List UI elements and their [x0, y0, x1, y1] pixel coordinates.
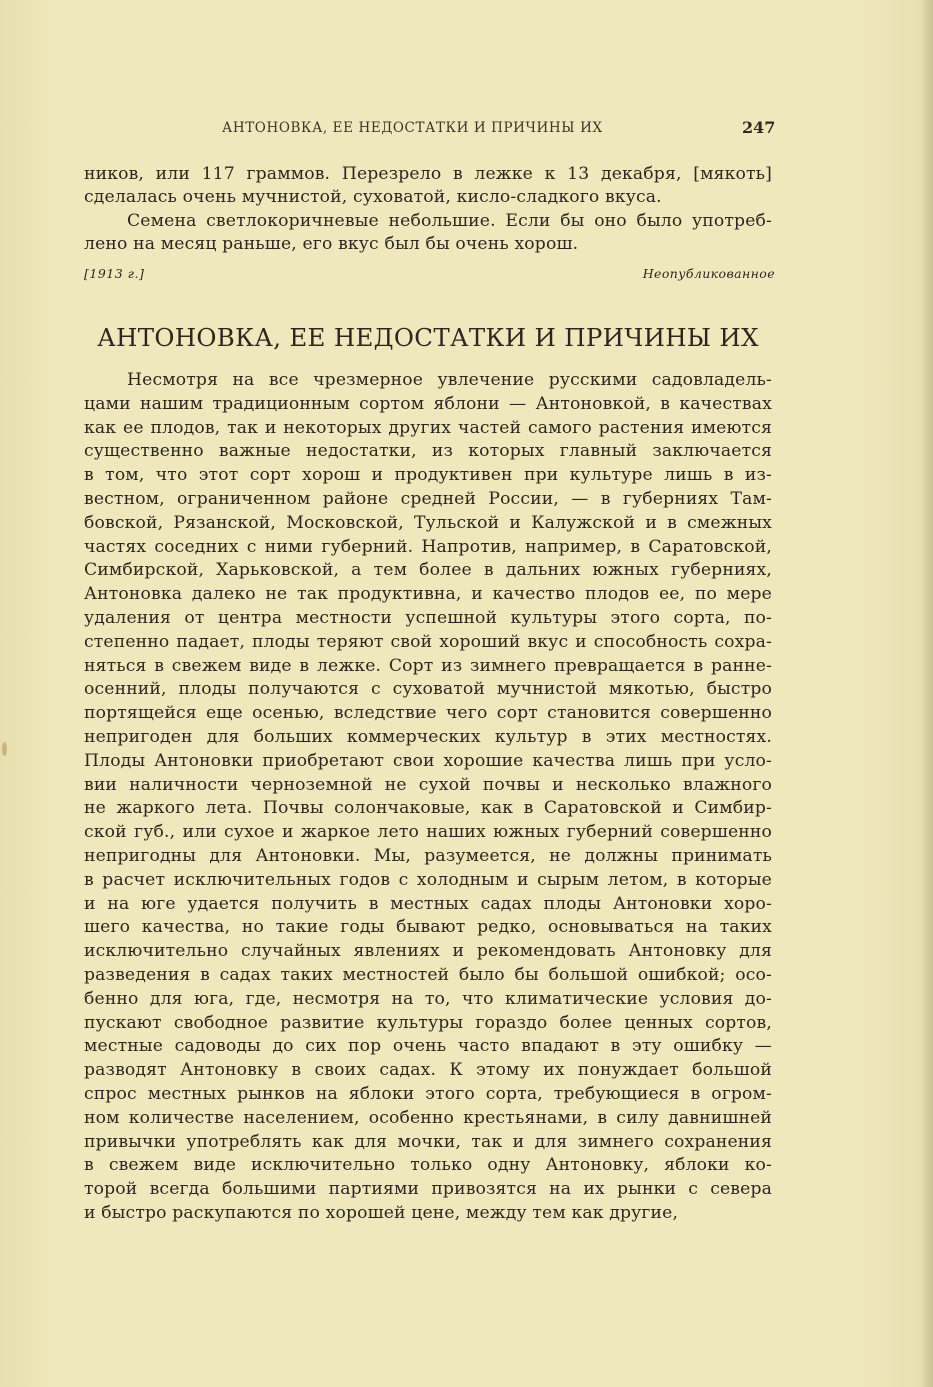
- text-line: и на юге удается получить в местных садах плоды Антоновки хоро-: [84, 893, 772, 914]
- page-number: 247: [742, 118, 776, 137]
- text-line: в том, что этот сорт хорош и продуктивен при культуре лишь в из-: [84, 465, 772, 486]
- text-line: ников, или 117 граммов. Перезрело в лежке к 13 декабря, [мякоть]: [84, 164, 772, 184]
- text-line: привычки употреблять как для мочки, так и для зимнего сохранения: [84, 1131, 772, 1152]
- publication-status-note: Неопубликованное: [642, 266, 775, 281]
- text-line: лено на месяц раньше, его вкус был бы очень хорош.: [84, 234, 579, 255]
- text-line: существенно важные недостатки, из которых главный заключается: [84, 441, 772, 462]
- text-line: в свежем виде исключительно только одну Антоновку, яблоки ко-: [84, 1155, 772, 1176]
- text-line: Семена светлокоричневые небольшие. Если бы оно было употреб-: [127, 210, 772, 231]
- text-line: непригодны для Антоновки. Мы, разумеется, не должны принимать: [84, 845, 772, 866]
- article-title: АНТОНОВКА, ЕЕ НЕДОСТАТКИ И ПРИЧИНЫ ИХ: [97, 323, 759, 352]
- page-edge-shadow: [919, 0, 933, 1387]
- text-line: не жаркого лета. Почвы солончаковые, как в Саратовской и Симбир-: [84, 798, 772, 819]
- text-line: бовской, Рязанской, Московской, Тульской и Калужской и в смежных: [84, 512, 772, 533]
- text-line: удаления от центра местности успешной культуры этого сорта, по-: [84, 607, 772, 628]
- text-line: Антоновка далеко не так продуктивна, и качество плодов ее, по мере: [84, 584, 772, 605]
- text-line: в расчет исключительных годов с холодным и сырым летом, в которые: [84, 869, 772, 890]
- text-line: местные садоводы до сих пор очень часто впадают в эту ошибку —: [84, 1036, 772, 1057]
- text-line: Симбирской, Харьковской, а тем более в дальних южных губерниях,: [84, 560, 772, 581]
- text-line: исключительно случайных явлениях и рекомендовать Антоновку для: [84, 941, 772, 962]
- dating-note: [1913 г.]: [84, 266, 145, 281]
- text-line: портящейся еще осенью, вследствие чего сорт становится совершенно: [84, 703, 772, 724]
- text-line: вестном, ограниченном районе средней России, — в губерниях Там-: [84, 488, 772, 509]
- text-line: пускают свободное развитие культуры гораздо более ценных сортов,: [84, 1012, 772, 1033]
- text-line: разводят Антоновку в своих садах. К этому их понуждает большой: [84, 1060, 772, 1081]
- text-line: шего качества, но такие годы бывают редко, основываться на таких: [84, 917, 772, 938]
- running-title: АНТОНОВКА, ЕЕ НЕДОСТАТКИ И ПРИЧИНЫ ИХ: [222, 120, 603, 136]
- text-line: осенний, плоды получаются с суховатой мучнистой мякотью, быстро: [84, 679, 772, 700]
- text-line: Плоды Антоновки приобретают свои хорошие качества лишь при усло-: [84, 750, 772, 771]
- article-body: [84, 369, 772, 1226]
- text-line: няться в свежем виде в лежке. Сорт из зимнего превращается в ранне-: [84, 655, 772, 676]
- text-line: Несмотря на все чрезмерное увлечение русскими садовладель-: [127, 370, 772, 390]
- previous-article-ending: [84, 163, 772, 257]
- text-line: бенно для юга, где, несмотря на то, что климатические условия до-: [84, 988, 772, 1009]
- text-line: частях соседних с ними губерний. Напротив, например, в Саратовской,: [84, 536, 772, 557]
- text-line: степенно падает, плоды теряют свой хороший вкус и способность сохра-: [84, 631, 772, 652]
- text-line: разведения в садах таких местностей было бы большой ошибкой; осо-: [84, 964, 772, 985]
- text-line: непригоден для больших коммерческих культур в этих местностях.: [84, 726, 772, 747]
- text-line: сделалась очень мучнистой, суховатой, кисло-сладкого вкуса.: [84, 187, 662, 208]
- text-line: и быстро раскупаются по хорошей цене, между тем как другие,: [84, 1202, 679, 1223]
- paper-stain: [2, 742, 7, 756]
- text-line: торой всегда большими партиями привозятся на их рынки с севера: [84, 1179, 772, 1200]
- text-line: цами нашим традиционным сортом яблони — Антоновкой, в качествах: [84, 393, 772, 414]
- text-line: ской губ., или сухое и жаркое лето наших южных губерний совершенно: [84, 822, 772, 843]
- text-line: спрос местных рынков на яблоки этого сорта, требующиеся в огром-: [84, 1083, 772, 1104]
- text-line: как ее плодов, так и некоторых других частей самого растения имеются: [84, 417, 772, 438]
- text-line: вии наличности черноземной не сухой почвы и несколько влажного: [84, 774, 772, 795]
- text-line: ном количестве населением, особенно крестьянами, в силу давнишней: [84, 1107, 772, 1128]
